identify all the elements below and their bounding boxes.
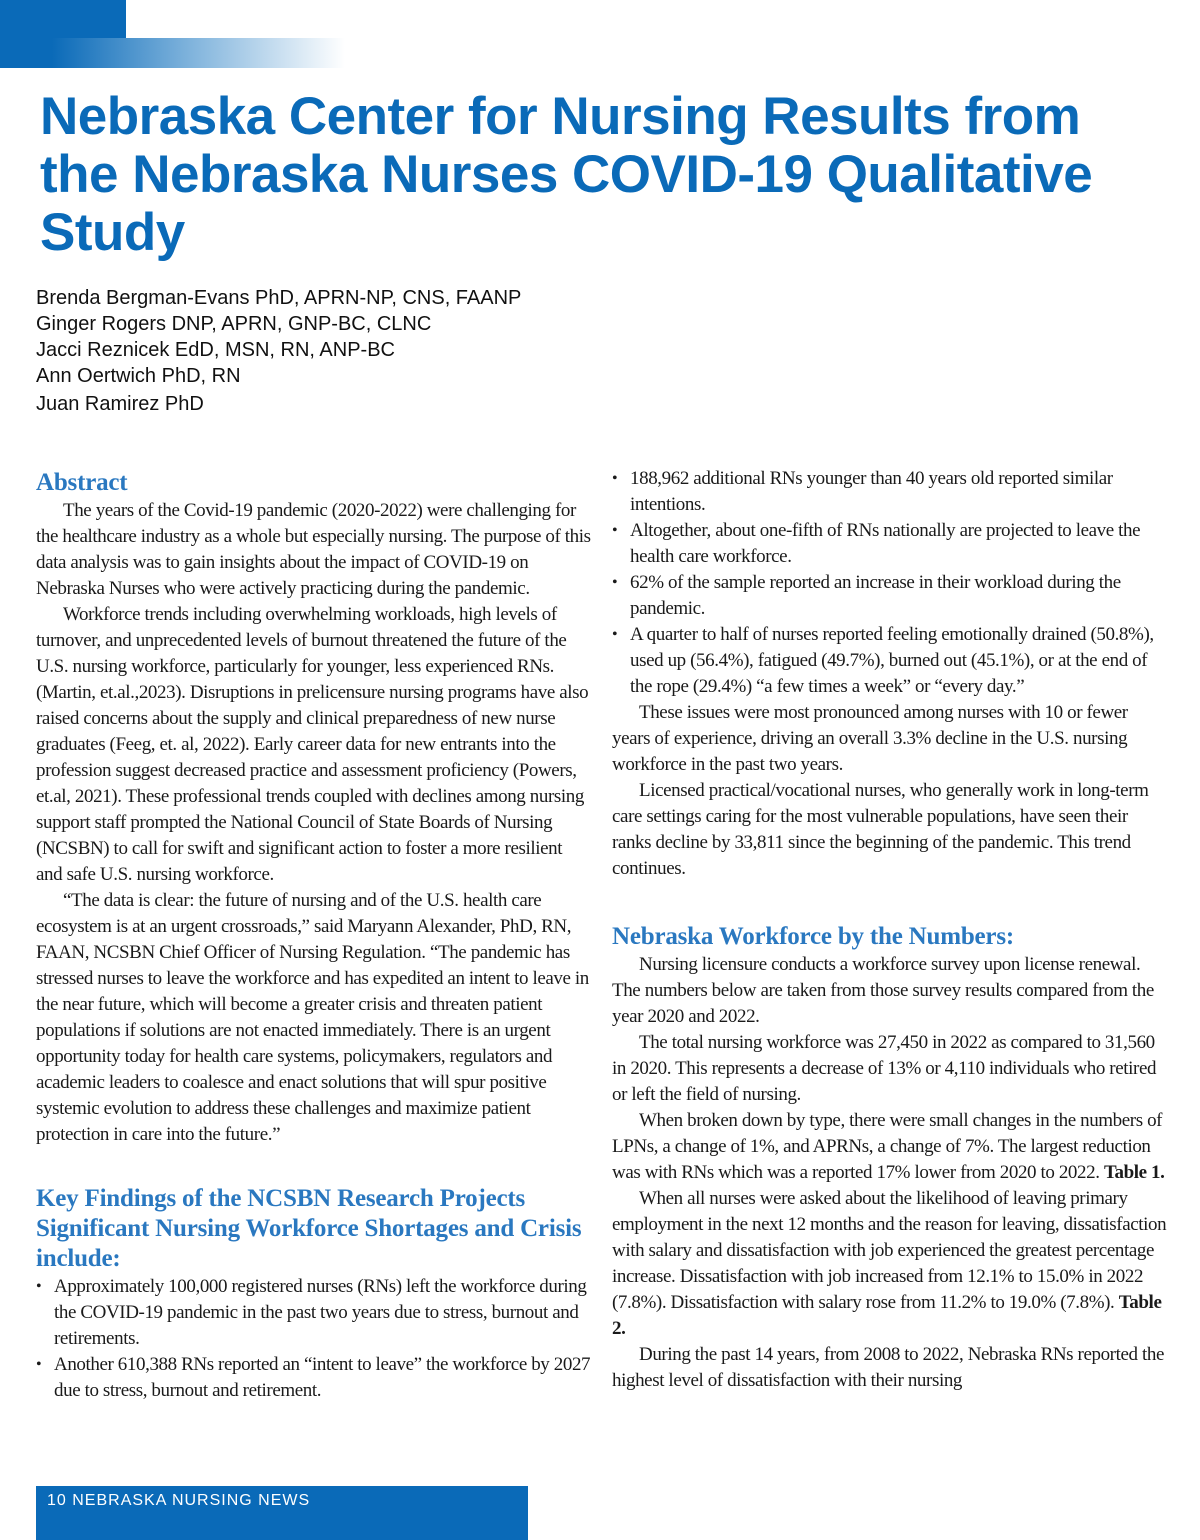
abstract-paragraph: Workforce trends including overwhelming workloads, high levels of turnover, and unprecedented levels of burnout threatened the future of the U.S. nursing workforce, particularly for younger, less experienced RNs. (Martin, et.al.,2023). Disruptions in prelicensure nursing programs have also raised concerns about the supply and clinical preparedness of new nurse graduates (Feeg, et. al, 2022). Early career data for new entrants into the profession suggest decreased practice and assessment proficiency (Powers, et.al, 2021). These professional trends coupled with declines among nursing support staff prompted the National Council of State Boards of Nursing (NCSBN) to call for swift and significant action to foster a more resilient and safe U.S. nursing workforce. [36, 604, 589, 885]
key-findings-list-continued [612, 466, 1168, 700]
body-paragraph: Nursing licensure conducts a workforce survey upon license renewal. The numbers below are taken from those survey results compared from the year 2020 and 2022. [612, 954, 1154, 1027]
list-item: • 62% of the sample reported an increase in their workload during the pandemic. [612, 570, 1168, 622]
paragraph-text: When all nurses were asked about the likelihood of leaving primary employment in the next 12 months and the reason for leaving, dissatisfaction with salary and dissatisfaction with job experienced the greatest percentage increase. Dissatisfaction with job increased from 12.1% to 15.0% in 2022 (7.8%). Dissatisfaction with salary rose from 11.2% to 19.0% (7.8%). [612, 1188, 1167, 1313]
footer-page-label: 10 NEBRASKA NURSING NEWS [47, 1492, 311, 1509]
body-paragraph [612, 1186, 1168, 1342]
body-paragraph: These issues were most pronounced among nurses with 10 or fewer years of experience, driving an overall 3.3% decline in the U.S. nursing workforce in the past two years. [612, 702, 1128, 775]
abstract-paragraph: “The data is clear: the future of nursing and of the U.S. health care ecosystem is at an urgent crossroads,” said Maryann Alexander, PhD, RN, FAAN, NCSBN Chief Officer of Nursing Regulation. “The pandemic has stressed nurses to leave the workforce and has expedited an intent to leave in the near future, which will become a greater crisis and threaten patient populations if solutions are not enacted immediately. There is an urgent opportunity today for health care systems, policymakers, regulators and academic leaders to coalesce and enact solutions that will spur positive systemic evolution to address these challenges and maximize patient protection in care into the future.” [36, 890, 589, 1145]
author: Juan Ramirez PhD [36, 393, 204, 415]
body-paragraph: The total nursing workforce was 27,450 in 2022 as compared to 31,560 in 2020. This represents a decrease of 13% or 4,110 individuals who retired or left the field of nursing. [612, 1032, 1157, 1105]
body-paragraph: During the past 14 years, from 2008 to 2022, Nebraska RNs reported the highest level of dissatisfaction with their nursing [612, 1344, 1164, 1391]
list-item: • 188,962 additional RNs younger than 40 years old reported similar intentions. [612, 466, 1168, 518]
list-item: • A quarter to half of nurses reported feeling emotionally drained (50.8%), used up (56.4%), fatigued (49.7%), burned out (45.1%), or at the end of the rope (29.4%) “a few times a week” or “every day.” [612, 622, 1168, 700]
key-findings-list [36, 1274, 592, 1404]
header-gradient-bar [0, 38, 345, 68]
list-item: • Approximately 100,000 registered nurses (RNs) left the workforce during the COVID-19 pandemic in the past two years due to stress, burnout and retirements. [36, 1274, 592, 1352]
list-item: • Another 610,388 RNs reported an “intent to leave” the workforce by 2027 due to stress, burnout and retirement. [36, 1352, 592, 1404]
author-list [36, 285, 521, 417]
abstract-paragraph: The years of the Covid-19 pandemic (2020-2022) were challenging for the healthcare industry as a whole but especially nursing. The purpose of this data analysis was to gain insights about the impact of COVID-19 on Nebraska Nurses who were actively practicing during the pandemic. [36, 500, 591, 599]
author: Jacci Reznicek EdD, MSN, RN, ANP-BC [36, 339, 395, 361]
key-findings-heading: Key Findings of the NCSBN Research Projects Significant Nursing Workforce Shortages and Crisis include: [36, 1185, 582, 1272]
abstract-heading: Abstract [36, 469, 128, 496]
author: Ann Oertwich PhD, RN [36, 365, 241, 387]
table-reference: Table 1. [1103, 1162, 1165, 1183]
author: Brenda Bergman-Evans PhD, APRN-NP, CNS, FAANP [36, 287, 522, 309]
header-color-block [0, 0, 126, 38]
body-paragraph: Licensed practical/vocational nurses, who generally work in long-term care settings caring for the most vulnerable populations, have seen their ranks decline by 33,811 since the beginning of the pandemic. This trend continues. [612, 780, 1149, 879]
list-item: • Altogether, about one-fifth of RNs nationally are projected to leave the health care workforce. [612, 518, 1168, 570]
body-paragraph [612, 1108, 1168, 1186]
paragraph-text: When broken down by type, there were small changes in the numbers of LPNs, a change of 1%, and APRNs, a change of 7%. The largest reduction was with RNs which was a reported 17% lower from 2020 to 2022. [612, 1110, 1163, 1183]
article-title: Nebraska Center for Nursing Results from the Nebraska Nurses COVID-19 Qualitative Study [40, 87, 1093, 262]
left-column [36, 468, 592, 1404]
right-column [612, 466, 1168, 1394]
table-reference: Table 2. [612, 1292, 1162, 1339]
page-footer [36, 1486, 528, 1540]
author: Ginger Rogers DNP, APRN, GNP-BC, CLNC [36, 313, 432, 335]
workforce-heading: Nebraska Workforce by the Numbers: [612, 923, 1014, 950]
